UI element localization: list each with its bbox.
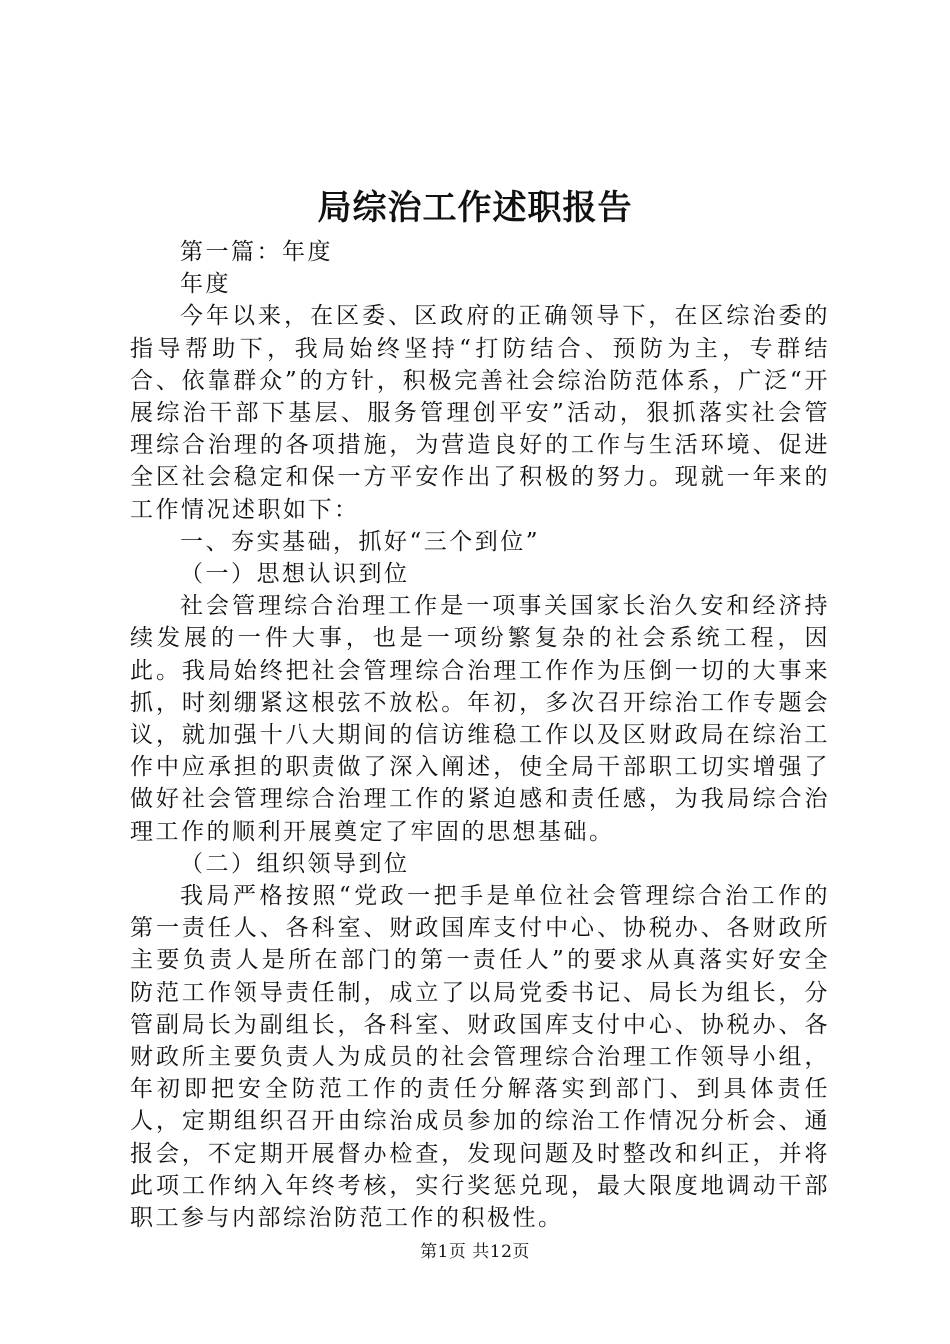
paragraph-thinking: 社会管理综合治理工作是一项事关国家长治久安和经济持续发展的一件大事，也是一项纷繁复杂的社会系统工程，因此。我局始终把社会管理综合治理工作作为压倒一切的大事来抓，时刻绷紧这根弦不放松。年初，多次召开综治工作专题会议，就加强十八大期间的信访维稳工作以及区财政局在综治工作中应承担的职责做了深入阐述，使全局干部职工切实增强了做好社会管理综合治理工作的紧迫感和责任感，为我局综合治理工作的顺利开展奠定了牢固的思想基础。 (130, 593, 830, 845)
subsection-heading-2: （二）组织领导到位 (180, 850, 410, 877)
paragraph-part-heading: 第一篇：年度 (180, 239, 333, 265)
document-title: 局综治工作述职报告 (317, 188, 633, 228)
page-number-footer: 第1页 共12页 (420, 1242, 530, 1262)
document-body (130, 236, 830, 1234)
paragraph-organization: 我局严格按照“党政一把手是单位社会管理综合治工作的第一责任人、各科室、财政国库支付中心、协税办、各财政所主要负责人是所在部门的第一责任人”的要求从真落实好安全防范工作领导责任制，成立了以局党委书记、局长为组长，分管副局长为副组长，各科室、财政国库支付中心、协税办、各财政所主要负责人为成员的社会管理综合治理工作领导小组，年初即把安全防范工作的责任分解落实到部门、到具体责任人，定期组织召开由综治成员参加的综治工作情况分析会、通报会，不定期开展督办检查，发现问题及时整改和纠正，并将此项工作纳入年终考核，实行奖惩兑现，最大限度地调动干部职工参与内部综治防范工作的积极性。 (130, 883, 830, 1232)
section-heading-1: 一、夯实基础，抓好“三个到位” (180, 528, 541, 555)
paragraph-year: 年度 (180, 271, 231, 298)
subsection-heading-1: （一）思想认识到位 (180, 561, 410, 588)
paragraph-intro: 今年以来，在区委、区政府的正确领导下，在区综治委的指导帮助下，我局始终坚持“打防结合、预防为主，专群结合、依靠群众”的方针，积极完善社会综治防范体系，广泛“开展综治干部下基层、服务管理创平安”活动，狠抓落实社会管理综合治理的各项措施，为营造良好的工作与生活环境、促进全区社会稳定和保一方平安作出了积极的努力。现就一年来的工作情况述职如下： (130, 303, 830, 523)
